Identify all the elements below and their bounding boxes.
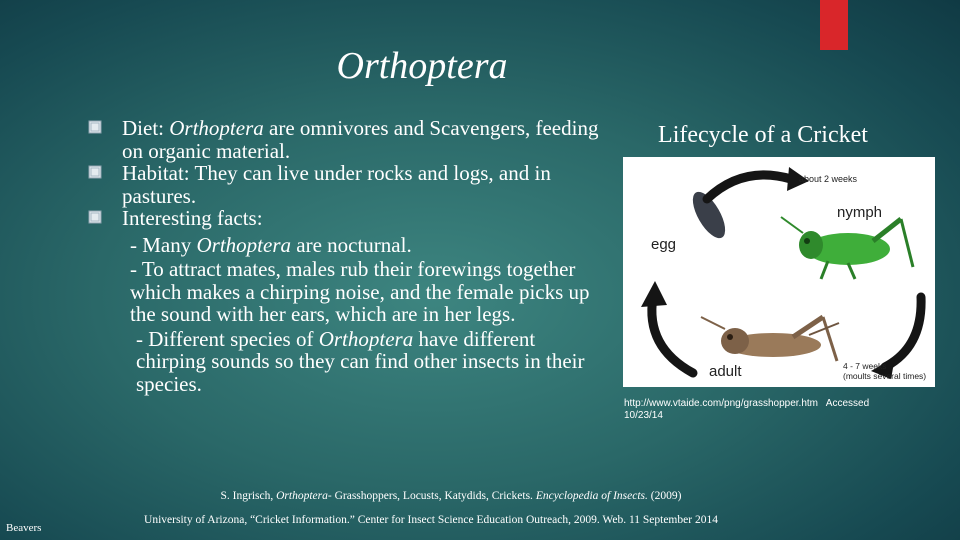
credit-accessed: Accessed bbox=[825, 398, 870, 409]
ref1-author: S. Ingrisch, bbox=[220, 490, 274, 502]
lifecycle-title: Lifecycle of a Cricket bbox=[658, 122, 868, 148]
interesting-facts-text: Interesting facts: bbox=[122, 206, 263, 230]
fact-chirping-text: - To attract mates, males rub their forewings together which makes a chirping noise, and the female picks up the sound with her ears, which are in her legs. bbox=[130, 257, 590, 326]
fact-chirping bbox=[88, 258, 608, 326]
author-name: Beavers bbox=[6, 522, 42, 534]
square-checkbox-bullet-icon bbox=[88, 120, 102, 134]
bullet-interesting-facts bbox=[88, 207, 608, 230]
bullet-habitat bbox=[88, 162, 608, 207]
habitat-text: Habitat: They can live under rocks and logs, and in pastures. bbox=[122, 161, 551, 208]
ref1-italic-term: Orthoptera bbox=[276, 490, 328, 502]
reference-2: University of Arizona, “Cricket Information.” Center for Insect Science Education Outreach, 2009. Web. 11 September 2014 bbox=[144, 514, 718, 526]
lifecycle-illustration bbox=[623, 157, 935, 387]
adult-time-line-1: 4 - 7 weeks bbox=[843, 361, 887, 371]
bullet-diet bbox=[88, 117, 608, 162]
fact-nocturnal-italic: Orthoptera bbox=[196, 232, 291, 257]
fact-nocturnal-text: are nocturnal. bbox=[296, 232, 412, 257]
arrow-egg-to-nymph bbox=[707, 175, 791, 199]
red-accent-bar bbox=[820, 0, 848, 50]
reference-1 bbox=[0, 490, 902, 502]
fact-species-italic: Orthoptera bbox=[318, 326, 414, 351]
arrow-adult-to-egg bbox=[652, 297, 693, 373]
square-checkbox-bullet-icon bbox=[88, 165, 102, 179]
ref1-title: - Grasshoppers, Locusts, Katydids, Crickets. bbox=[327, 490, 533, 502]
content-body bbox=[88, 117, 608, 395]
fact-species-text: have different chirping sounds so they can find other insects in their species. bbox=[136, 326, 585, 396]
adult-illustration bbox=[701, 317, 839, 361]
adult-time-label bbox=[843, 361, 926, 381]
credit-date: 10/23/14 bbox=[624, 410, 663, 421]
fact-species-prefix: - Different species of bbox=[136, 326, 314, 351]
diet-text: are omnivores and Scavengers, feeding on organic material. bbox=[122, 116, 599, 163]
adult-label: adult bbox=[709, 363, 742, 380]
diet-label: Diet: bbox=[122, 116, 164, 140]
image-credit bbox=[624, 398, 924, 422]
square-checkbox-bullet-icon bbox=[88, 210, 102, 224]
arrow-nymph-to-adult bbox=[885, 297, 921, 367]
fact-species bbox=[88, 328, 608, 396]
credit-line-1 bbox=[624, 398, 924, 410]
ref1-year: (2009) bbox=[650, 490, 682, 502]
nymph-time-label: about 2 weeks bbox=[799, 174, 858, 184]
egg-label: egg bbox=[651, 236, 677, 253]
ref1-source: Encyclopedia of Insects. bbox=[535, 490, 648, 502]
fact-nocturnal-prefix: - Many bbox=[130, 232, 192, 257]
nymph-illustration bbox=[781, 217, 913, 279]
nymph-label: nymph bbox=[837, 204, 883, 221]
diet-italic-term: Orthoptera bbox=[169, 116, 264, 140]
slide-title: Orthoptera bbox=[336, 45, 508, 87]
adult-time-line-2: (moults several times) bbox=[843, 371, 927, 381]
fact-nocturnal bbox=[88, 234, 608, 257]
credit-url: http://www.vtaide.com/png/grasshopper.htm bbox=[624, 398, 818, 409]
cricket-lifecycle-diagram bbox=[623, 157, 935, 387]
